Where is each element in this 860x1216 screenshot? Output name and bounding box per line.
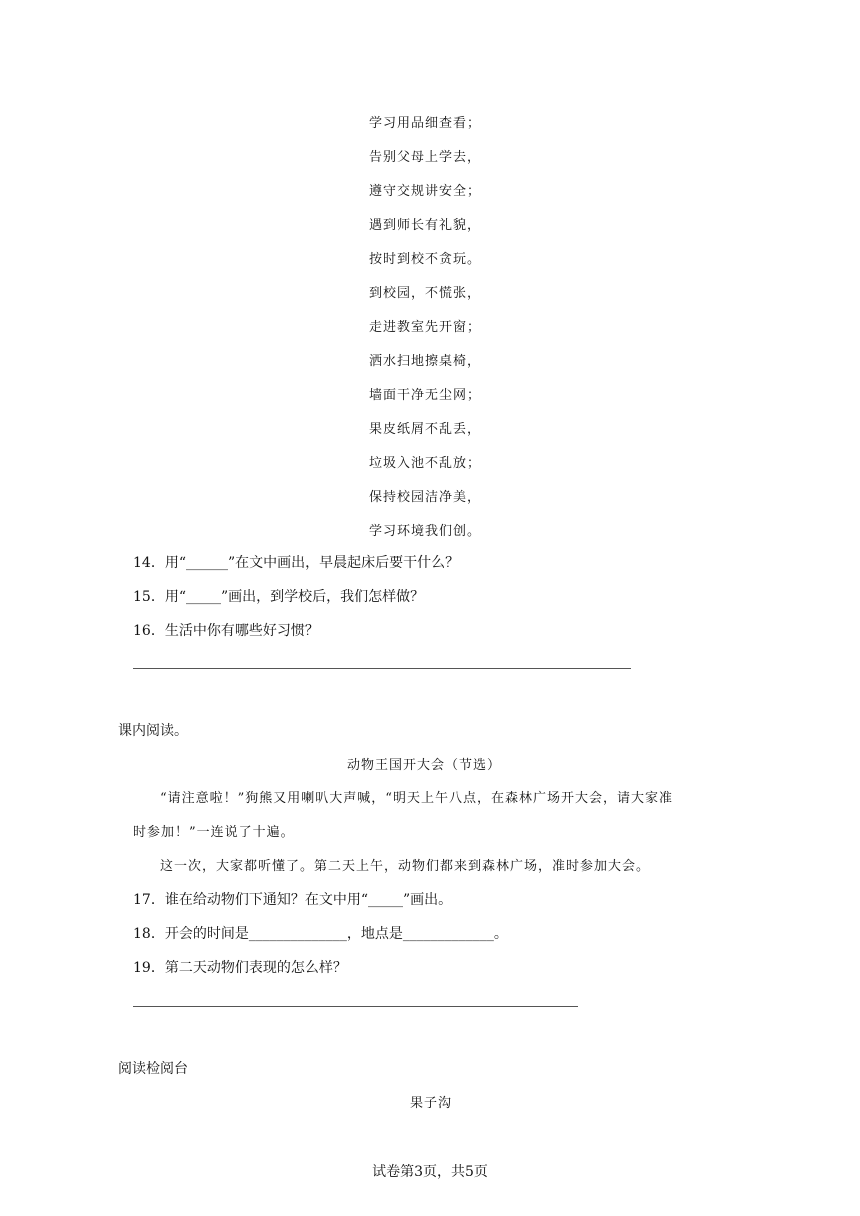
poem-line: 遇到师长有礼貌， — [369, 218, 482, 233]
page-footer: 试卷第3页，共5页 — [372, 1164, 488, 1180]
poem-line: 保持校园洁净美， — [369, 490, 482, 505]
passage-title: 果子沟 — [410, 1096, 453, 1111]
question-17: 17．谁在给动物们下通知？在文中用“_____”画出。 — [133, 892, 453, 908]
poem-line: 墙面干净无尘网； — [369, 388, 482, 403]
poem-line: 洒水扫地擦桌椅， — [369, 354, 482, 369]
answer-line-19[interactable] — [133, 1006, 578, 1007]
poem-line: 果皮纸屑不乱丢， — [369, 422, 482, 437]
section-heading: 课内阅读。 — [118, 723, 188, 739]
answer-line-16[interactable] — [133, 668, 631, 669]
poem-line: 学习用品细查看； — [369, 116, 482, 131]
question-18: 18．开会的时间是______________，地点是_____________。 — [133, 926, 508, 942]
paragraph-line: “请注意啦！”狗熊又用喇叭大声喊，“明天上午八点，在森林广场开大会，请大家准 — [160, 791, 673, 806]
poem-line: 走进教室先开窗； — [369, 320, 482, 335]
paragraph-line: 这一次，大家都听懂了。第二天上午，动物们都来到森林广场，准时参加大会。 — [160, 859, 651, 874]
paragraph-line: 时参加！”一连说了十遍。 — [133, 825, 295, 840]
poem-line: 学习环境我们创。 — [369, 524, 482, 539]
question-14: 14．用“______”在文中画出，早晨起床后要干什么？ — [133, 555, 460, 571]
question-15: 15．用“_____”画出，到学校后，我们怎样做？ — [133, 589, 425, 605]
question-16: 16．生活中你有哪些好习惯？ — [133, 623, 319, 639]
poem-line: 遵守交规讲安全； — [369, 184, 482, 199]
poem-line: 告别父母上学去， — [369, 150, 482, 165]
question-19: 19．第二天动物们表现的怎么样？ — [133, 960, 347, 976]
poem-line: 按时到校不贪玩。 — [369, 252, 482, 267]
section-heading: 阅读检阅台 — [118, 1061, 188, 1077]
passage-title: 动物王国开大会（节选） — [347, 758, 502, 773]
poem-line: 到校园，不慌张， — [369, 286, 482, 301]
poem-line: 垃圾入池不乱放； — [369, 456, 482, 471]
